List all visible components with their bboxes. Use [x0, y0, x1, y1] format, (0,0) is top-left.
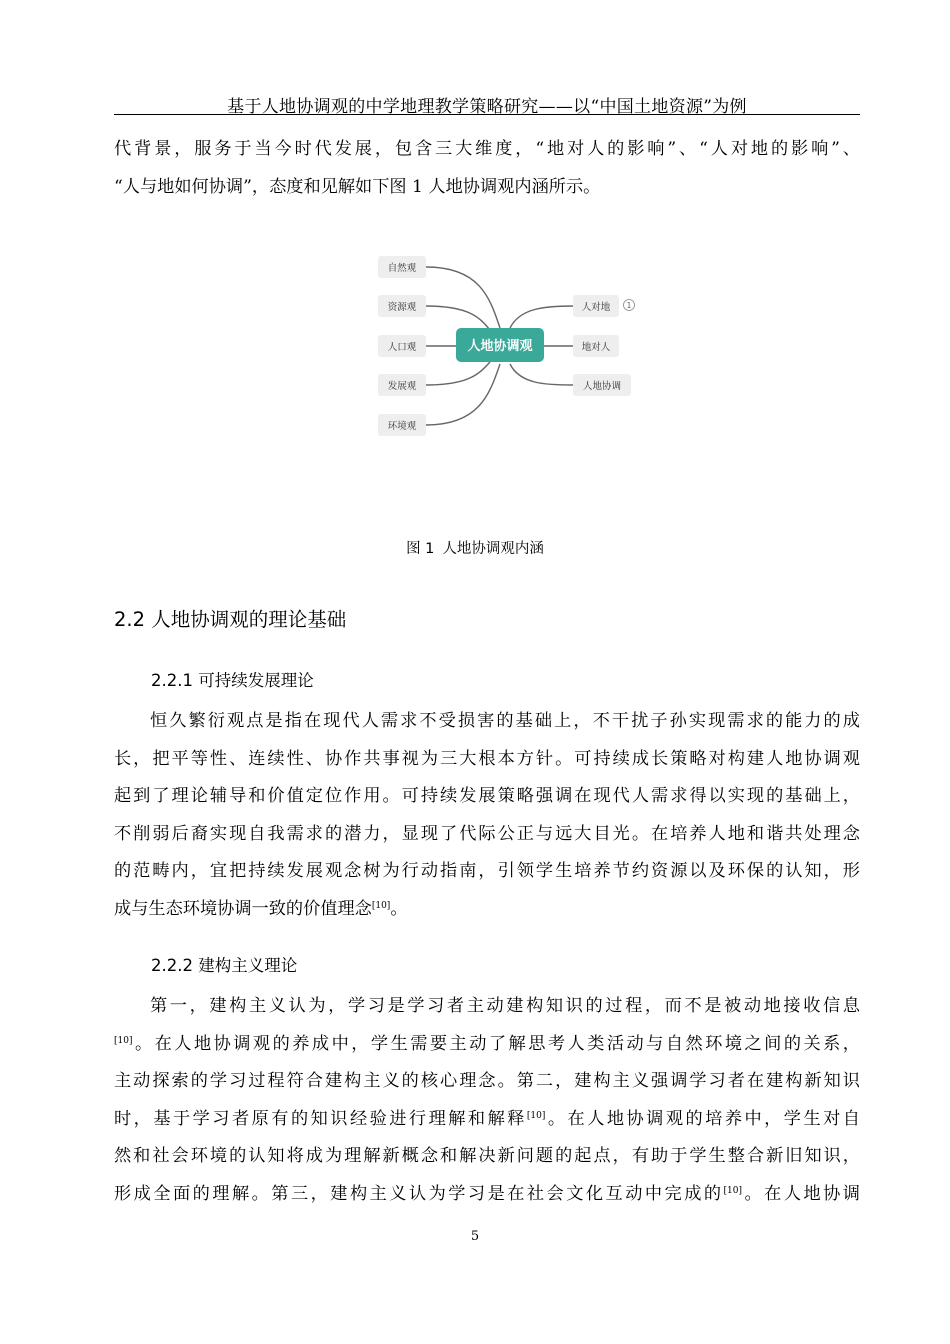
mindmap-figure — [360, 238, 650, 448]
intro-paragraph — [114, 131, 860, 206]
intro-line-2: “人与地如何协调”，态度和见解如下图 1 人地协调观内涵所示。 — [114, 176, 601, 197]
page-number: 5 — [470, 1229, 480, 1244]
left-node-1-label: 自然观 — [387, 263, 417, 274]
running-header: 基于人地协调观的中学地理教学策略研究——以“中国土地资源”为例 — [227, 97, 747, 117]
sub2-line-4 — [114, 1101, 860, 1139]
connector-left-4 — [426, 362, 490, 385]
right-node-1 — [573, 295, 619, 317]
sub1-line-6 — [114, 891, 860, 929]
sub1-line-4: 不削弱后裔实现自我需求的潜力，显现了代际公正与远大目光。在培养人地和谐共处理念 — [114, 823, 860, 844]
sub1-line-3: 起到了理论辅导和价值定位作用。可持续发展策略强调在现代人需求得以实现的基础上， — [114, 786, 860, 806]
sub1-line-1: 恒久繁衍观点是指在现代人需求不受损害的基础上，不干扰子孙实现需求的能力的成 — [150, 711, 860, 731]
left-node-5 — [378, 414, 426, 436]
subsection-heading-2: 2.2.2 建构主义理论 — [151, 956, 298, 975]
right-node-3-label: 人地协调 — [582, 381, 622, 392]
info-badge-label: 1 — [626, 301, 632, 310]
sub1-line-6-end: 。 — [390, 898, 408, 919]
sub2-line-4-b: 。在人地协调观的培养中，学生对自 — [545, 1108, 860, 1129]
sub1-line-5: 的范畴内，宜把持续发展观念树为行动指南，引领学生培养节约资源以及环保的认知，形 — [114, 861, 860, 881]
right-node-2 — [573, 335, 619, 357]
connector-left-1 — [426, 267, 500, 328]
connector-right-3 — [510, 364, 573, 385]
header-rule — [114, 114, 860, 115]
left-node-3-label: 人口观 — [387, 342, 417, 353]
section-heading: 2.2 人地协调观的理论基础 — [114, 608, 347, 631]
sub2-line-6-b: 。在人地协调 — [742, 1183, 860, 1204]
citation-ref: [10] — [114, 1035, 133, 1046]
intro-line-1: 代背景，服务于当今时代发展，包含三大维度，“地对人的影响”、“人对地的影响”、 — [114, 139, 860, 159]
left-node-2-label: 资源观 — [387, 302, 417, 313]
right-node-1-label: 人对地 — [581, 302, 611, 313]
subsection-heading-1: 2.2.1 可持续发展理论 — [151, 671, 314, 690]
right-node-3 — [573, 374, 631, 396]
figure-caption-text: 人地协调观内涵 — [442, 541, 544, 557]
left-node-4 — [378, 374, 426, 396]
sub2-line-1: 第一，建构主义认为，学习是学习者主动建构知识的过程，而不是被动地接收信息 — [150, 996, 860, 1016]
citation-ref: [10] — [526, 1110, 546, 1121]
connector-left-5 — [426, 364, 500, 425]
figure-caption — [0, 537, 950, 558]
sub2-line-2 — [114, 1026, 860, 1064]
left-node-2 — [378, 295, 426, 317]
connector-left-2 — [426, 306, 490, 330]
left-node-5-label: 环境观 — [387, 421, 417, 432]
right-node-2-label: 地对人 — [581, 342, 611, 353]
sub2-line-3: 主动探索的学习过程符合建构主义的核心理念。第二，建构主义强调学习者在建构新知识 — [114, 1071, 860, 1091]
left-node-1 — [378, 256, 426, 278]
sub2-line-6-a: 形成全面的理解。第三，建构主义认为学习是在社会文化互动中完成的 — [114, 1183, 724, 1204]
left-node-4-label: 发展观 — [387, 381, 417, 392]
sub2-line-5: 然和社会环境的认知将成为理解新概念和解决新问题的起点，有助于学生整合新旧知识， — [114, 1146, 860, 1166]
connector-right-1 — [510, 306, 573, 328]
sub1-line-2: 长，把平等性、连续性、协作共事视为三大根本方针。可持续成长策略对构建人地协调观 — [114, 748, 860, 769]
citation-ref: [10] — [371, 900, 391, 911]
center-node-label: 人地协调观 — [467, 339, 533, 354]
sub2-line-4-a: 时，基于学习者原有的知识经验进行理解和解释 — [114, 1108, 527, 1129]
sub2-line-6 — [114, 1176, 860, 1214]
citation-ref: [10] — [723, 1185, 743, 1196]
sub2-line-2-text: 。在人地协调观的养成中，学生需要主动了解思考人类活动与自然环境之间的关系， — [132, 1033, 860, 1054]
constructivism-paragraph — [114, 988, 860, 1213]
sustainability-paragraph — [114, 703, 860, 928]
figure-caption-label: 图 1 — [406, 541, 435, 557]
left-node-3 — [378, 335, 426, 357]
sub1-line-6-text: 成与生态环境协调一致的价值理念 — [114, 898, 372, 919]
